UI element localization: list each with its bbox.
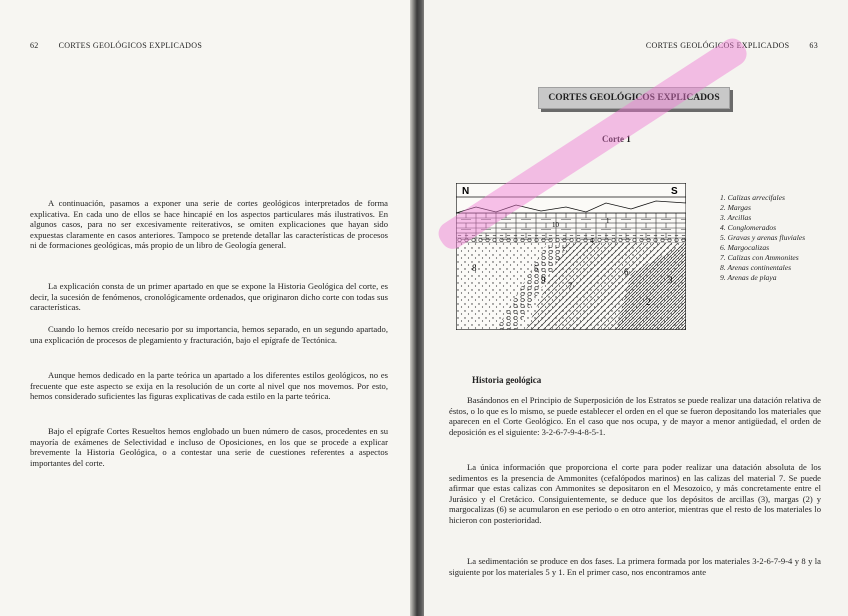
- right-paragraph-1: Basándonos en el Principio de Superposición de los Estratos se puede realizar una datación relativa de éstos, o lo que es lo mismo, se puede establecer el orden en el que se fueron depositando los materiales que aparecen en el Corte Geológico. En el caso que nos ocupa, y de mayor a menor antigüedad, el orden de deposición es el siguiente: 3-2-6-7-9-4-8-5-1.: [449, 395, 821, 437]
- section-label: Corte 1: [602, 134, 631, 144]
- north-label: N: [462, 186, 470, 197]
- history-heading: Historia geológica: [472, 375, 542, 385]
- legend-item: 1. Calizas arrecifales: [720, 193, 785, 202]
- unit-label-3: 3: [668, 275, 673, 285]
- legend-item: 4. Conglomerados: [720, 223, 777, 232]
- left-paragraph-2: La explicación consta de un primer apartado en que se expone la Historia Geológica del corte, es decir, la sucesión de fenómenos, cronológicamente ordenados, que originaron dicho corte con todas sus características.: [30, 281, 388, 313]
- right-running-head: [646, 41, 818, 50]
- unit-label-4: 4: [590, 237, 594, 245]
- left-paragraph-1: A continuación, pasamos a exponer una serie de cortes geológicos interpretados de forma explicativa. En cada uno de ellos se hace hincapié en los aspectos particulares más ilustrativos. En algunos casos, para no ser excesivamente reiterativos, se omiten explicaciones que hayan sido expuestas claramente en casos anteriores. Tampoco se pretende detallar las características de procesos ni de formaciones geológicas, más propio de un libro de Geología general.: [30, 198, 388, 251]
- legend-item: 7. Calizas con Ammonites: [720, 253, 799, 262]
- diagram-legend: [720, 193, 810, 283]
- right-page-number: 63: [809, 41, 818, 50]
- unit-label-7: 7: [568, 281, 573, 291]
- geological-cross-section: [456, 183, 686, 330]
- legend-item: 3. Arcillas: [720, 213, 752, 222]
- chapter-title-box: CORTES GEOLÓGICOS EXPLICADOS: [538, 87, 730, 109]
- left-paragraph-3: Cuando lo hemos creído necesario por su importancia, hemos separado, en un segundo apartado, una explicación de procesos de plegamiento y fracturación, bajo el epígrafe de Tectónica.: [30, 324, 388, 345]
- legend-item: 9. Arenas de playa: [720, 273, 777, 282]
- south-label: S: [671, 186, 678, 197]
- legend-item: 8. Arenas continentales: [720, 263, 792, 272]
- left-page-number: 62: [30, 41, 39, 50]
- unit-label-2: 2: [646, 297, 651, 307]
- right-paragraph-3: La sedimentación se produce en dos fases. La primera formada por los materiales 3-2-6-7-9-4 y 8 y la siguiente por los materiales 5 y 1. En el primer caso, nos encontramos ante: [449, 556, 821, 577]
- unit-label-9: 9: [541, 275, 546, 285]
- unit-label-10: 10: [552, 221, 559, 229]
- left-running-title: CORTES GEOLÓGICOS EXPLICADOS: [58, 41, 203, 50]
- left-running-head: [30, 41, 202, 50]
- left-paragraph-5: Bajo el epígrafe Cortes Resueltos hemos englobado un buen número de casos, procedentes en su mayoría de exámenes de Selectividad e incluso de Oposiciones, en los que se procede a explicar brevemente la Historia Geológica, o a contestar una serie de cuestiones referentes a aspectos importantes del corte.: [30, 426, 388, 468]
- right-paragraph-2: La única información que proporciona el corte para poder realizar una datación absoluta de los sedimentos es la presencia de Ammonites (cefalópodos marinos) en las calizas del material 7. Se puede afirmar que estas calizas con Ammonites se depositaron en el Mesozoico, y más concretamente entre el Jurásico y el Cretácico. Consiguientemente, se deduce que los depósitos de arcillas (3), margas (2) y margocalizas (6) se acumularon en ese periodo o en otro anterior, mientras que el resto de los materiales lo hicieron con posterioridad.: [449, 462, 821, 525]
- legend-item: 6. Margocalizas: [720, 243, 770, 252]
- unit-label-1: 1: [606, 217, 610, 225]
- legend-item: 5. Gravas y arenas fluviales: [720, 233, 806, 242]
- unit-4-conglomerate: [456, 235, 686, 243]
- legend-item: 2. Margas: [720, 203, 751, 212]
- right-running-title: CORTES GEOLÓGICOS EXPLICADOS: [645, 41, 790, 50]
- unit-label-8: 8: [472, 263, 477, 273]
- left-page: [0, 0, 416, 616]
- right-page: [424, 0, 848, 616]
- left-paragraph-4: Aunque hemos dedicado en la parte teórica un apartado a los diferentes estilos geológicos, no es frecuente que este aspecto se exija en la resolución de un corte al nivel que nos movemos. Por esto, hemos considerado suficientes las figuras explicativas de cada estilo en la parte teórica.: [30, 370, 388, 402]
- unit-label-6: 6: [624, 267, 629, 277]
- unit-label-5: 5: [534, 264, 538, 273]
